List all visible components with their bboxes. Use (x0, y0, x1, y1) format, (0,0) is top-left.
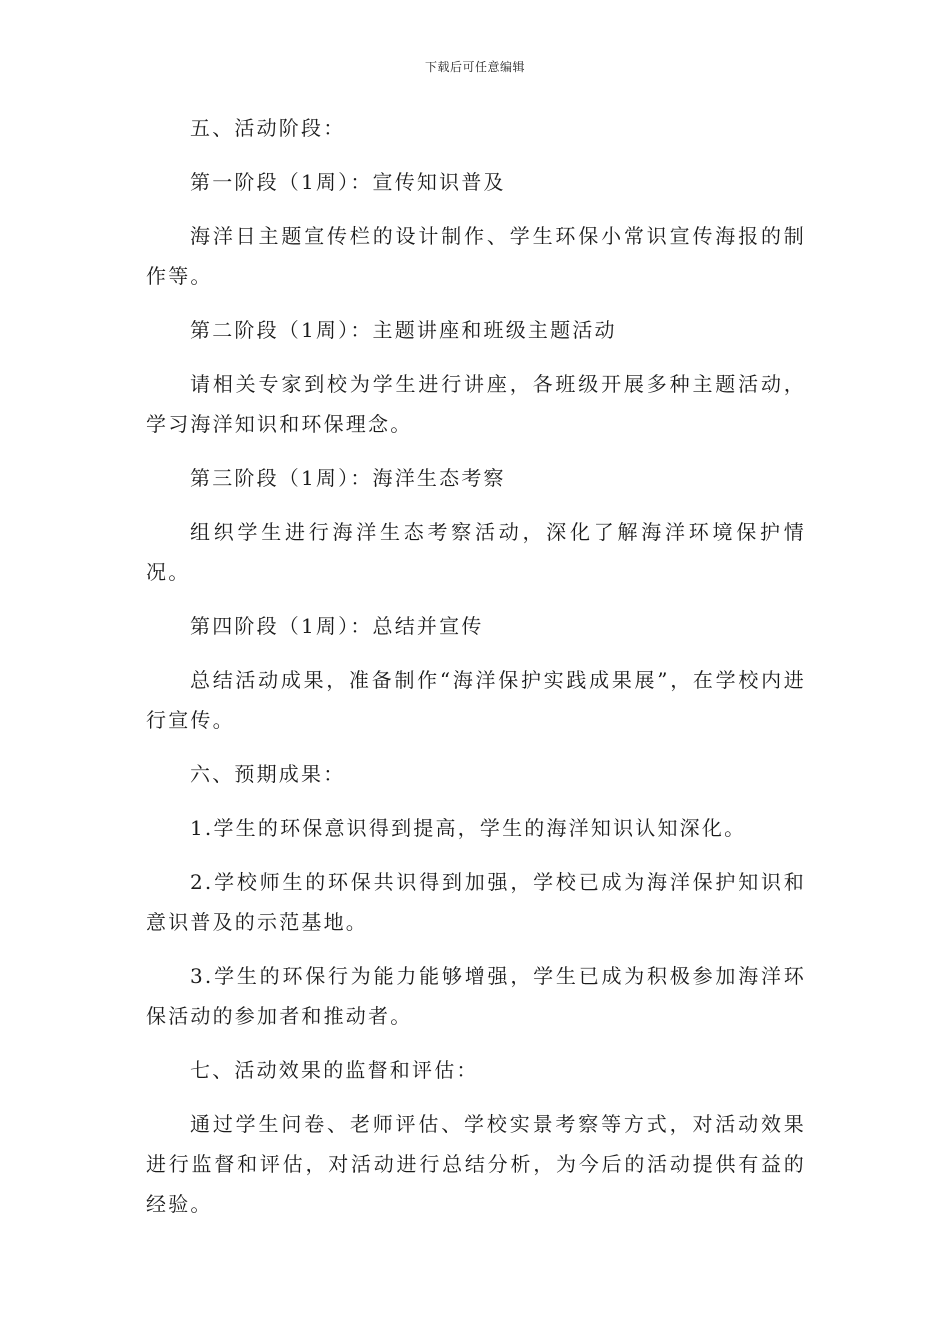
stage-one-text: 海洋日主题宣传栏的设计制作、学生环保小常识宣传海报的制作等。 (146, 224, 806, 288)
stage-two-text: 请相关专家到校为学生进行讲座，各班级开展多种主题活动，学习海洋知识和环保理念。 (146, 372, 806, 436)
section-heading-evaluation: 七、活动效果的监督和评估： (190, 1058, 479, 1082)
result-item-2: 2.学校师生的环保共识得到加强，学校已成为海洋保护知识和意识普及的示范基地。 (146, 870, 806, 934)
stage-three-heading: 第三阶段（1周）：海洋生态考察 (190, 466, 506, 490)
result-item-3: 3.学生的环保行为能力能够增强，学生已成为积极参加海洋环保活动的参加者和推动者。 (146, 964, 806, 1028)
stage-four-heading: 第四阶段（1周）：总结并宣传 (190, 614, 484, 638)
document-body (146, 108, 806, 1238)
stage-four-text: 总结活动成果，准备制作“海洋保护实践成果展”，在学校内进行宣传。 (146, 668, 806, 732)
header-note: 下载后可任意编辑 (424, 60, 525, 74)
section-heading-activity-stages: 五、活动阶段： (190, 116, 346, 140)
stage-one-heading: 第一阶段（1周）：宣传知识普及 (190, 170, 506, 194)
section-heading-expected-results: 六、预期成果： (190, 762, 346, 786)
evaluation-text: 通过学生问卷、老师评估、学校实景考察等方式，对活动效果进行监督和评估，对活动进行总结分析，为今后的活动提供有益的经验。 (146, 1112, 806, 1216)
stage-two-heading: 第二阶段（1周）：主题讲座和班级主题活动 (190, 318, 617, 342)
stage-three-text: 组织学生进行海洋生态考察活动，深化了解海洋环境保护情况。 (146, 520, 806, 584)
result-item-1: 1.学生的环保意识得到提高，学生的海洋知识认知深化。 (190, 816, 747, 840)
